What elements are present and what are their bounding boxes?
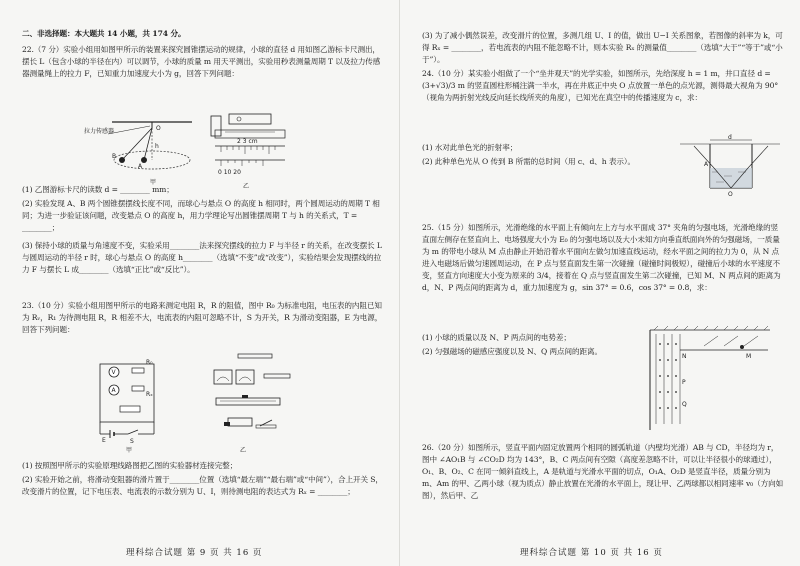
q22-part1: (1) 乙图游标卡尺的读数 d = ________ mm； <box>22 185 174 194</box>
q22-part3: (3) 保持小球的质量与角速度不变，实验采用________法来探究摆线的拉力 F 与半径 r 的关系，在改变摆长 L 与圆周运动的半径 r 时，球心与悬点 O 的高度 h________（选填“不变”或“改变”），实验结果会发现摆线的拉力 F 与摆长 L 成________（选填“正比”或“反比”）。 <box>22 241 382 274</box>
q23-part1: (1) 按照图甲所示的实验原理线路图把乙图的实验器材连接完整； <box>22 461 238 470</box>
q25-part2: (2) 匀强磁场的磁感应强度以及 N、Q 两点间的距离。 <box>422 347 602 356</box>
q23-figure-yi <box>194 348 294 458</box>
scale-top: 2 3 cm <box>237 138 258 145</box>
label-E: E <box>102 437 106 444</box>
q25-stem: 25.（15 分）如图所示，光滑绝缘的水平面上有倾向左上方与水平面成 37° 夹角的匀强电场，光滑绝缘的竖直面左侧存在竖直向上、电场强度大小为 E₀ 的匀强电场以及大小未知方向垂直纸面向外的匀强磁场，一质量为 m 的带电小球从 M 点由静止开始沿着水平面向左做匀加速直线运动，经水平面之间的拉力为 0，从 N 点进入电磁场后做匀速圆周运动，在 P 点与竖直面发生第一次碰撞（碰撞时间极短），碰撞后小球的水平速度不变，竖直方向速度大小变为原来的 3/4，接着在 Q 点与竖直面发生第二次碰撞，已知 M、N 两点间的距离为 d，N、P 两点间的距离为 d，重力加速度为 g，sin 37° = 0.6，cos 37° = 0.8，求： <box>422 223 781 292</box>
label-O: O <box>156 125 161 132</box>
q24-figure-well <box>680 136 780 198</box>
footer-left: 理科综合试题 第 9 页 共 16 页 <box>126 548 263 558</box>
label-h: h <box>155 143 159 150</box>
q24-part1: (1) 水对此单色光的折射率； <box>422 143 518 152</box>
right-page <box>400 0 800 566</box>
label-N: N <box>682 353 687 360</box>
section-title: 二、非选择题：本大题共 14 小题，共 174 分。 <box>22 29 186 38</box>
q22-figure-jia <box>82 116 202 186</box>
label-A: A <box>138 163 143 170</box>
fig-jia-label-23: 甲 <box>126 447 133 454</box>
q23-figure-jia <box>92 350 164 454</box>
fig-jia-label: 甲 <box>150 179 157 186</box>
label-Rx: Rₓ <box>146 391 153 398</box>
fig-yi-label-23: 乙 <box>240 447 247 454</box>
q25-part1: (1) 小球的质量以及 N、P 两点间的电势差； <box>422 333 571 342</box>
label-M: M <box>746 353 752 360</box>
q25-figure-field <box>644 324 774 434</box>
q23-part3: (3) 为了减小偶然误差，改变滑片的位置，多测几组 U、I 的值，做出 U−I 关系图象，若图像的斜率为 k，可得 Rₓ = ________，若电流表的内阻不能忽略不计，则本实验 Rₓ 的测量值________（选填“大于”“等于”或“小于”）。 <box>422 31 783 64</box>
label-A-24: A <box>704 161 709 168</box>
q23-part2: (2) 实验开始之前，将滑动变阻器的滑片置于________位置（选填“最左端”“最右端”或“中间”），合上开关 S，改变滑片的位置，记下电压表、电流表的示数分别为 U、I，则待测电阻的表达式为 Rₓ = ________； <box>22 475 383 496</box>
fig-yi-label: 乙 <box>243 183 250 190</box>
q26-stem: 26.（20 分）如图所示，竖直平面内固定放置两个相同的圆弧轨道（内壁均光滑）AB 与 CD，半径均为 r，图中 ∠AO₁B 与 ∠CO₂D 均为 143°，B、C 两点间有空隙（高度差忽略不计，可以让半径很小的球通过），O₁、B、O₂、C 在同一倾斜直线上，A 是轨道与光滑水平面的切点，O₁A、O₂D 是竖直半径，质量分别为 m、Am 的甲、乙两小球（视为质点）静止放置在光滑的水平面上，现让甲、乙两球都以相同速率 v₀（方向如图），然后甲、乙 <box>422 443 784 500</box>
label-Q: Q <box>682 401 687 408</box>
q22-stem: 22.（7 分）实验小组用如图甲所示的装置来探究圆锥摆运动的规律，小球的直径 d 用如图乙游标卡尺测出，摆长 L（包含小球的半径在内）可以调节，小球的质量 m 用天平测出，实验用秒表测量周期 T 以及拉力传感器测量绳上的拉力 F，已知重力加速度大小为 g，回答下列问题： <box>22 45 381 78</box>
q22-part2: (2) 实验发现 A、B 两个圆锥摆摆线长度不同，而球心与悬点 O 的高度 h 相同时，两个圆周运动的周期 T 相同；为进一步验证该问题，改变悬点 O 的高度 h，用力学理论写出圆锥摆周期 T 与 h 的关系式，T = ________； <box>22 199 380 232</box>
q24-stem: 24.（10 分）某实验小组做了一个“坐井观天”的光学实验，如图所示，先给深度 h = 1 m，井口直径 d = (3+√3)/3 m 的竖直圆柱形桶注满一半水，再在井底正中央 O 点放置一单色的点光源，测得最大视角为 90°（视角为两折射光线反向延长线所夹的角度），已知光在真空中的传播速度为 c，求： <box>422 69 779 102</box>
q23-stem: 23.（10 分）实验小组用图甲所示的电路来测定电阻 R，R 的阻值，图中 R₀ 为标准电阻，电压表的内阻已知为 Rᵥ，R₁ 为待测电阻 R，R 相差不大，电流表的内阻可忽略不计，S 为开关，R 为滑动变阻器，E 为电源，回答下列问题： <box>22 301 383 334</box>
q22-figure-yi <box>205 110 287 190</box>
label-sensor: 拉力传感器 <box>84 128 115 135</box>
label-d: d <box>728 134 732 141</box>
meter-A: A <box>111 387 116 394</box>
label-O-24: O <box>728 191 733 198</box>
label-P: P <box>682 379 686 386</box>
footer-right: 理科综合试题 第 10 页 共 16 页 <box>520 548 663 558</box>
label-S: S <box>130 438 134 445</box>
label-B: B <box>112 153 117 160</box>
scale-bottom: 0 10 20 <box>218 169 241 176</box>
q24-part2: (2) 此种单色光从 O 传到 B 所需的总时间（用 c、d、h 表示）。 <box>422 157 636 166</box>
label-R0: R₀ <box>146 359 153 366</box>
meter-V: V <box>111 369 116 376</box>
